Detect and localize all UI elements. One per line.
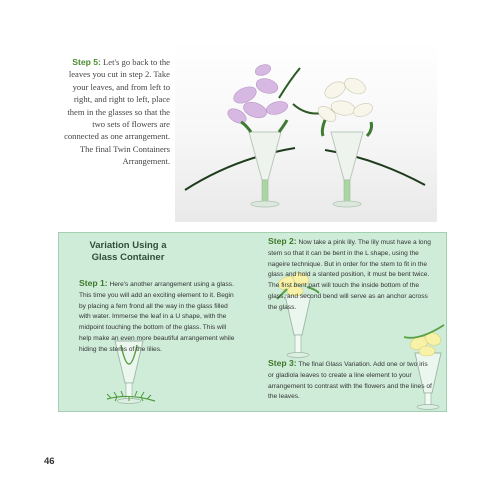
step1-label: Step 1: <box>79 278 108 288</box>
variation-step2 <box>268 236 436 314</box>
page-number: 46 <box>44 456 55 467</box>
step3-body: The final Glass Variation. Add one or two iris or gladiola leaves to create a line element to your arrangement to contrast with the flowers and the lines of the leaves. <box>268 361 432 401</box>
step1-body: Here's another arrangement using a glass. This time you will add an exciting element to it. Begin by placing a fern frond all the way in the glass filled with water. Immerse the leaf in a U shape, with the midpoint touching the bottom of the glass. This will help make an even more beautiful arrangement while hiding the stems of the lilies. <box>79 281 235 353</box>
variation-title: Variation Using a Glass Container <box>89 240 167 263</box>
variation-step1 <box>79 278 235 356</box>
step5-text <box>58 56 170 168</box>
step2-body: Now take a pink lily. The lily must have a long stem so that it can be bent in the L shape, using the nageire technique. But in order for the stem to fit in the glass and hold a slanted position, it must be bent twice. The first bent part will touch the inside bottom of the glass, and second bend will serve as an anchor across the glass. <box>268 239 431 311</box>
variation-step3 <box>268 358 434 403</box>
step5-body: Let's go back to the leaves you cut in step 2. Take your leaves, and from left to right, and right to left, place them in the glasses so that the two sets of flowers are connected as one arrangement. The final Twin Containers Arrangement. <box>64 57 170 167</box>
twin-containers-illustration <box>175 40 437 222</box>
step5-label: Step 5: <box>72 57 101 67</box>
twin-containers-photo <box>175 40 437 222</box>
step3-label: Step 3: <box>268 358 297 368</box>
step2-label: Step 2: <box>268 236 297 246</box>
